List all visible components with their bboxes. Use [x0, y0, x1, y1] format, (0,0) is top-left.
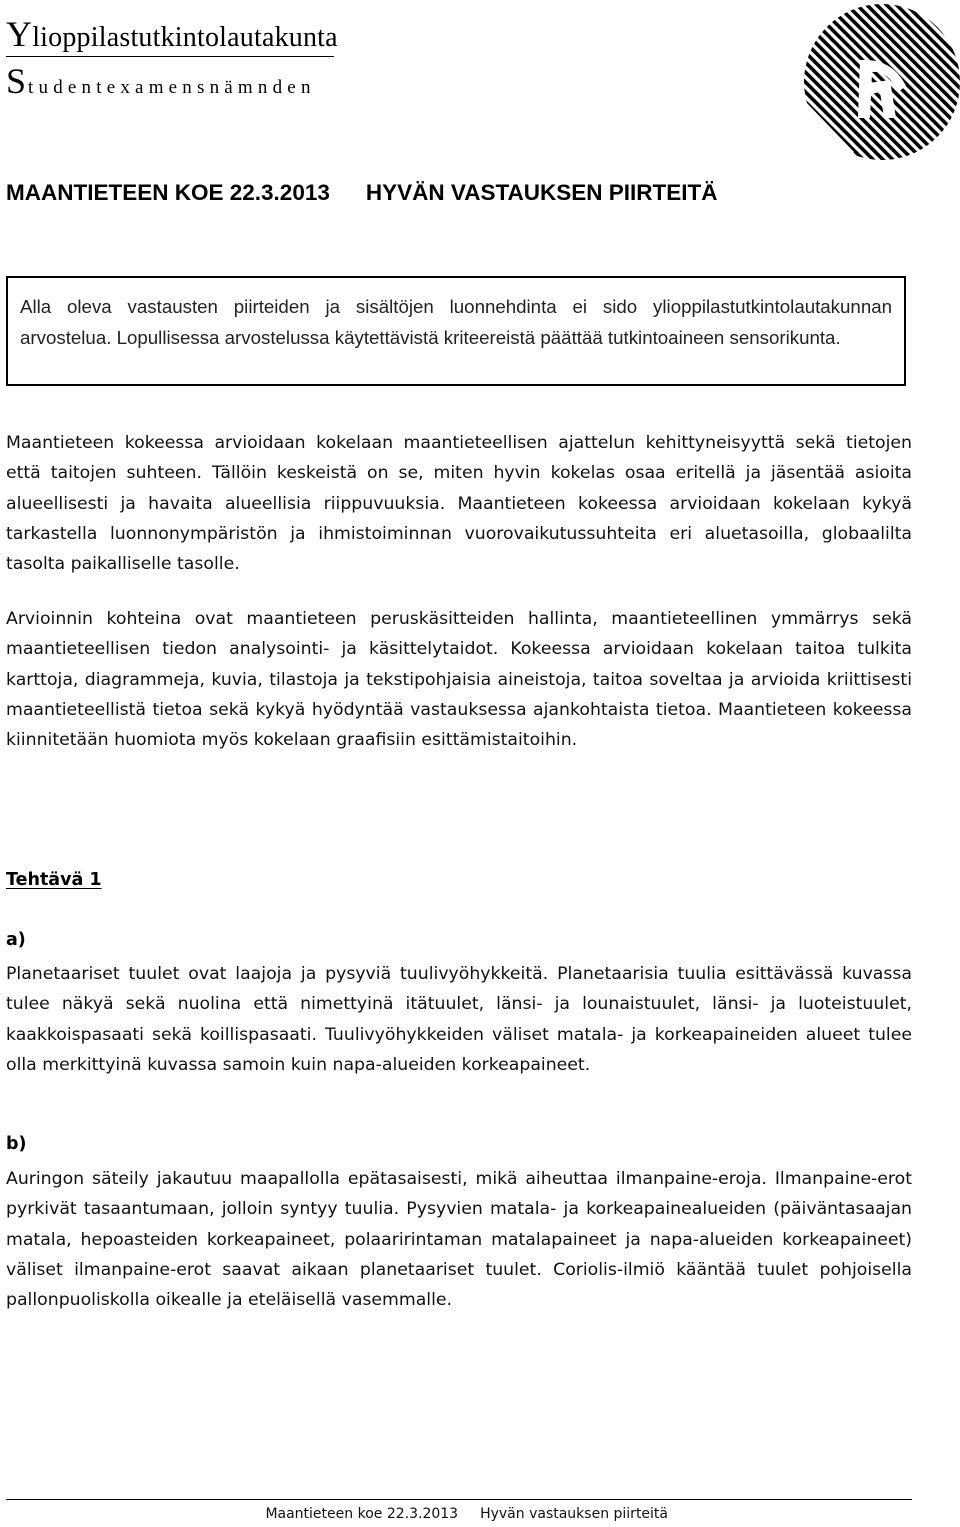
org-name-swedish — [6, 63, 338, 99]
page-title-exam: MAANTIETEEN KOE 22.3.2013 — [6, 180, 330, 205]
org-divider — [6, 56, 334, 57]
org-name-finnish-initial: Y — [6, 14, 33, 54]
org-name-finnish-rest: lioppilastutkintolautakunta — [32, 22, 338, 53]
intro-paragraph-2: Arvioinnin kohteina ovat maantieteen peruskäsitteiden hallinta, maantieteellinen ymmärrys sekä maantieteellisen tiedon analysointi- ja käsittelytaidot. Kokeessa arvioidaan kokelaan taitoa tulkita karttoja, diagrammeja, kuvia, tilastoja ja tekstipohjaisia aineistoja, taitoa soveltaa ja arvioida kriittisesti maantieteellistä tietoa sekä kykyä hyödyntää vastauksessa ajankohtaista tietoa. Maantieteen kokeessa kiinnitetään huomiota myös kokelaan graafisiin esittämistaitoihin. — [6, 609, 912, 751]
org-name-finnish — [6, 16, 338, 52]
part-a-text: Planetaariset tuulet ovat laajoja ja pysyviä tuulivyöhykkeitä. Planetaarisia tuulia esittävässä kuvassa tulee näkyä sekä nuolina että nimettyinä itätuulet, länsi- ja lounaistuulet, länsi- ja luoteistuulet, kaakkoispasaati sekä koillispasaati. Tuulivyöhykkeiden väliset matala- ja korkeapaineiden alueet tulee olla merkittyinä kuvassa samoin kuin napa-alueiden korkeapaineet. — [6, 964, 912, 1075]
organization-logo-icon — [800, 0, 960, 164]
task-heading: Tehtävä 1 — [6, 870, 102, 890]
org-name-swedish-rest: tudentexamensnämnden — [28, 77, 316, 98]
footer-title: Hyvän vastauksen piirteitä — [480, 1506, 668, 1522]
intro-paragraph-1: Maantieteen kokeessa arvioidaan kokelaan maantieteellisen ajattelun kehittyneisyyttä sekä tietojen että taitojen suhteen. Tällöin keskeistä on se, miten hyvin kokelas osaa eritellä ja jäsentää asioita alueellisesti ja havaita alueellisia riippuvuuksia. Maantieteen kokeessa arvioidaan kokelaan kykyä tarkastella luonnonympäristön ja ihmistoiminnan vuorovaikutussuhteita eri aluetasoilla, globaalilta tasolta paikalliselle tasolle. — [6, 433, 912, 575]
org-name-swedish-initial: S — [6, 61, 29, 101]
part-b-text: Auringon säteily jakautuu maapallolla epätasaisesti, mikä aiheuttaa ilmanpaine-eroja. Ilmanpaine-erot pyrkivät tasaantumaan, jolloin syntyy tuulia. Pysyvien matala- ja korkeapainealueiden (päiväntasaajan matala, hepoasteiden korkeapaineet, polaaririntaman matalapaineet ja napa-alueiden korkeapaineet) väliset ilmanpaine-erot saavat aikaan planetaariset tuulet. Coriolis-ilmiö kääntää tuulet pohjoisella pallonpuoliskolla oikealle ja eteläisellä vasemmalle. — [6, 1169, 912, 1311]
part-b-label: b) — [6, 1134, 27, 1154]
disclaimer-box: Alla oleva vastausten piirteiden ja sisältöjen luonnehdinta ei sido ylioppilastutkintolautakunnan arvostelua. Lopullisessa arvostelussa käytettävistä kriteereistä päättää tutkintoaineen sensorikunta. — [6, 276, 906, 386]
page-title — [6, 180, 718, 206]
page-footer — [265, 1506, 668, 1522]
footer-exam: Maantieteen koe 22.3.2013 — [265, 1506, 459, 1522]
organization-header — [6, 16, 338, 99]
footer-divider — [6, 1499, 912, 1500]
part-a-label: a) — [6, 930, 26, 950]
page-title-subtitle: HYVÄN VASTAUKSEN PIIRTEITÄ — [365, 180, 718, 205]
